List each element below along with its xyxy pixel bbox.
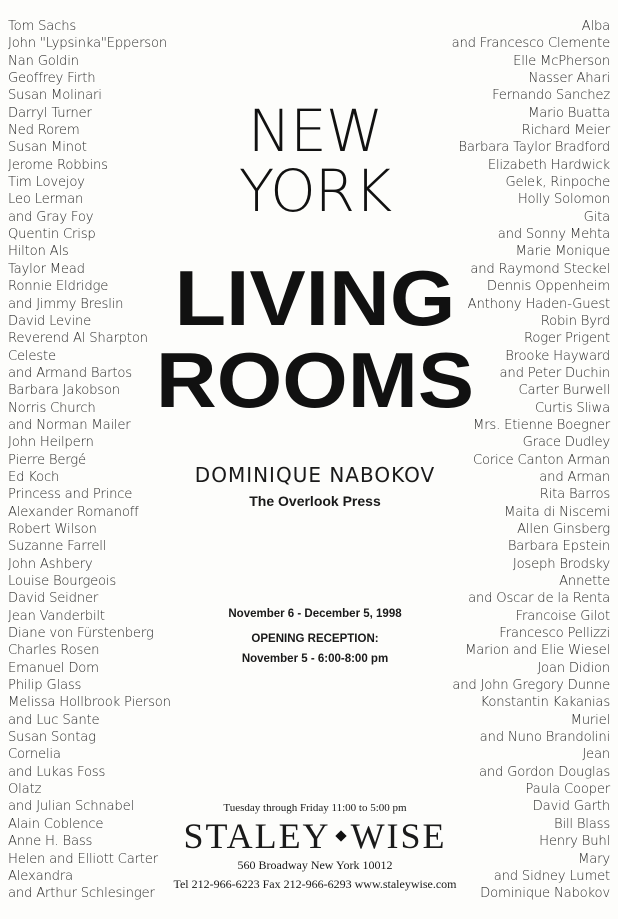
name-item: Jerome Robbins xyxy=(8,157,108,173)
name-item: Diane von Fürstenberg xyxy=(8,626,154,642)
name-item: Brooke Hayward xyxy=(505,348,610,364)
name-item: Tim Lovejoy xyxy=(8,175,85,191)
name-item: Darryl Turner xyxy=(8,105,92,121)
name-item: Suzanne Farrell xyxy=(8,539,107,555)
title-line-new: NEW xyxy=(247,97,383,165)
name-item: Allen Ginsberg xyxy=(517,521,610,537)
name-item: Philip Glass xyxy=(8,678,82,694)
name-item: Hilton Als xyxy=(8,244,69,260)
name-item: and Raymond Steckel xyxy=(470,261,610,277)
name-item: Alba xyxy=(581,19,610,34)
reception-time: November 5 - 6:00-8:00 pm xyxy=(241,653,389,665)
name-item: Annette xyxy=(559,574,610,589)
name-item: Muriel xyxy=(570,712,610,728)
name-item: David Levine xyxy=(8,313,92,329)
name-item: Susan Sontag xyxy=(8,730,96,746)
name-item: and Norman Mailer xyxy=(8,417,131,433)
name-item: Emanuel Dom xyxy=(8,660,99,676)
name-item: Alain Coblence xyxy=(8,816,104,832)
name-item: Norris Church xyxy=(8,400,96,416)
exhibition-dates: November 6 - December 5, 1998 xyxy=(228,608,402,620)
name-item: Maita di Niscemi xyxy=(504,504,610,520)
name-item: and Nuno Brandolini xyxy=(479,730,610,746)
name-item: Ronnie Eldridge xyxy=(8,279,109,295)
name-item: Geoffrey Firth xyxy=(8,71,96,87)
name-item: John Ashbery xyxy=(8,556,93,572)
name-item: Barbara Taylor Bradford xyxy=(458,140,610,156)
name-item: Melissa Hollbrook Pierson xyxy=(8,695,171,711)
name-item: David Seidner xyxy=(8,591,99,607)
title-line-rooms: ROOMS xyxy=(155,336,475,424)
name-item: Gita xyxy=(583,209,610,225)
name-item: John "Lypsinka"Epperson xyxy=(8,36,167,52)
name-item: Leo Lerman xyxy=(8,192,84,208)
name-item: Curtis Sliwa xyxy=(534,400,610,416)
gallery-block xyxy=(140,802,490,873)
author-name: DOMINIQUE NABOKOV xyxy=(194,463,436,487)
name-item: and Peter Duchin xyxy=(499,365,610,381)
name-item: and Sonny Mehta xyxy=(497,227,610,243)
name-item: Mary xyxy=(578,851,610,867)
name-item: and Luc Sante xyxy=(8,712,100,728)
name-item: Olatz xyxy=(8,782,42,798)
name-item: Bill Blass xyxy=(554,816,610,832)
gallery-address: 560 Broadway New York 10012 xyxy=(237,858,393,872)
title-line-living: LIVING xyxy=(174,254,456,342)
name-item: Ned Rorem xyxy=(8,123,80,139)
name-item: Mrs. Etienne Boegner xyxy=(473,417,610,433)
name-item: Robert Wilson xyxy=(8,521,97,537)
name-item: and Oscar de la Renta xyxy=(468,591,610,607)
name-item: and Arman xyxy=(539,469,610,485)
name-item: Holly Solomon xyxy=(517,192,610,208)
name-item: Cornelia xyxy=(8,747,61,763)
name-item: Gelek, Rinpoche xyxy=(505,175,610,191)
gallery-name-left: STALEY xyxy=(183,816,331,856)
name-item: Robin Byrd xyxy=(540,313,610,329)
name-item: David Garth xyxy=(532,799,610,815)
name-item: Charles Rosen xyxy=(8,643,100,659)
name-item: Helen and Elliott Carter xyxy=(8,851,158,867)
left-names-column xyxy=(8,18,171,903)
name-item: and Gray Foy xyxy=(8,209,94,225)
name-item: Mario Buatta xyxy=(528,105,610,121)
name-item: and Lukas Foss xyxy=(8,764,106,780)
name-item: John Heilpern xyxy=(8,435,94,451)
name-item: and Sidney Lumet xyxy=(493,868,610,884)
event-info xyxy=(150,608,480,665)
name-item: Marie Monique xyxy=(515,244,610,260)
name-item: Susan Minot xyxy=(8,140,87,156)
name-item: Fernando Sanchez xyxy=(492,88,610,104)
name-item: Alexander Romanoff xyxy=(8,504,139,520)
name-item: Richard Meier xyxy=(521,123,610,139)
name-item: and Armand Bartos xyxy=(8,365,132,381)
title-block xyxy=(150,97,480,225)
name-item: Carter Burwell xyxy=(518,383,610,399)
name-item: and Arthur Schlesinger xyxy=(8,886,155,902)
name-item: Reverend Al Sharpton xyxy=(8,331,148,347)
name-item: Francoise Gilot xyxy=(515,608,610,624)
name-item: and John Gregory Dunne xyxy=(452,678,610,694)
name-item: Pierre Bergé xyxy=(8,452,86,468)
name-item: Louise Bourgeois xyxy=(8,574,117,589)
gallery-contact: Tel 212-966-6223 Fax 212-966-6293 www.staleywise.com xyxy=(173,877,457,891)
gallery-name-right: WISE xyxy=(350,816,447,856)
name-item: Elizabeth Hardwick xyxy=(487,157,610,173)
name-item: Alexandra xyxy=(8,868,73,884)
name-item: Nan Goldin xyxy=(8,53,79,69)
name-item: Quentin Crisp xyxy=(8,227,96,243)
name-item: Jean xyxy=(582,747,610,763)
name-item: Henry Buhl xyxy=(539,834,610,850)
name-item: Dennis Oppenheim xyxy=(486,279,610,295)
name-item: and Francesco Clemente xyxy=(451,36,610,52)
name-item: and Jimmy Breslin xyxy=(8,296,124,312)
name-item: Celeste xyxy=(8,348,56,364)
gallery-logo xyxy=(140,816,490,856)
publisher-name: The Overlook Press xyxy=(249,493,381,509)
name-item: Paula Cooper xyxy=(525,782,610,798)
name-item: Dominique Nabokov xyxy=(480,886,610,902)
name-item: Ed Koch xyxy=(8,469,60,485)
name-item: Konstantin Kakanias xyxy=(480,695,610,711)
name-item: and Julian Schnabel xyxy=(8,799,134,815)
gallery-hours: Tuesday through Friday 11:00 to 5:00 pm xyxy=(223,802,407,814)
name-item: Barbara Epstein xyxy=(507,539,610,555)
author-block xyxy=(150,463,480,509)
name-item: Marion and Elie Wiesel xyxy=(465,643,610,659)
name-item: Roger Prigent xyxy=(523,331,610,347)
name-item: Princess and Prince xyxy=(8,487,133,503)
name-item: Joan Didion xyxy=(537,660,610,676)
name-item: Rita Barros xyxy=(539,487,610,503)
name-item: Corice Canton Arman xyxy=(472,452,610,468)
name-item: Grace Dudley xyxy=(522,435,610,451)
name-item: Anne H. Bass xyxy=(8,834,93,850)
reception-label: OPENING RECEPTION: xyxy=(251,633,379,645)
name-item: Elle McPherson xyxy=(513,53,610,69)
name-item: Tom Sachs xyxy=(8,19,77,34)
diamond-icon xyxy=(335,830,346,841)
name-item: Jean Vanderbilt xyxy=(8,608,105,624)
title-bold-block xyxy=(150,254,480,424)
name-item: Joseph Brodsky xyxy=(512,556,610,572)
name-item: and Gordon Douglas xyxy=(479,764,610,780)
name-item: Barbara Jakobson xyxy=(8,383,120,399)
name-item: Taylor Mead xyxy=(8,261,85,277)
name-item: Nasser Ahari xyxy=(528,71,610,87)
name-item: Anthony Haden-Guest xyxy=(467,296,610,312)
name-item: Francesco Pellizzi xyxy=(499,626,610,642)
name-item: Susan Molinari xyxy=(8,88,102,104)
title-line-york: YORK xyxy=(238,157,392,225)
